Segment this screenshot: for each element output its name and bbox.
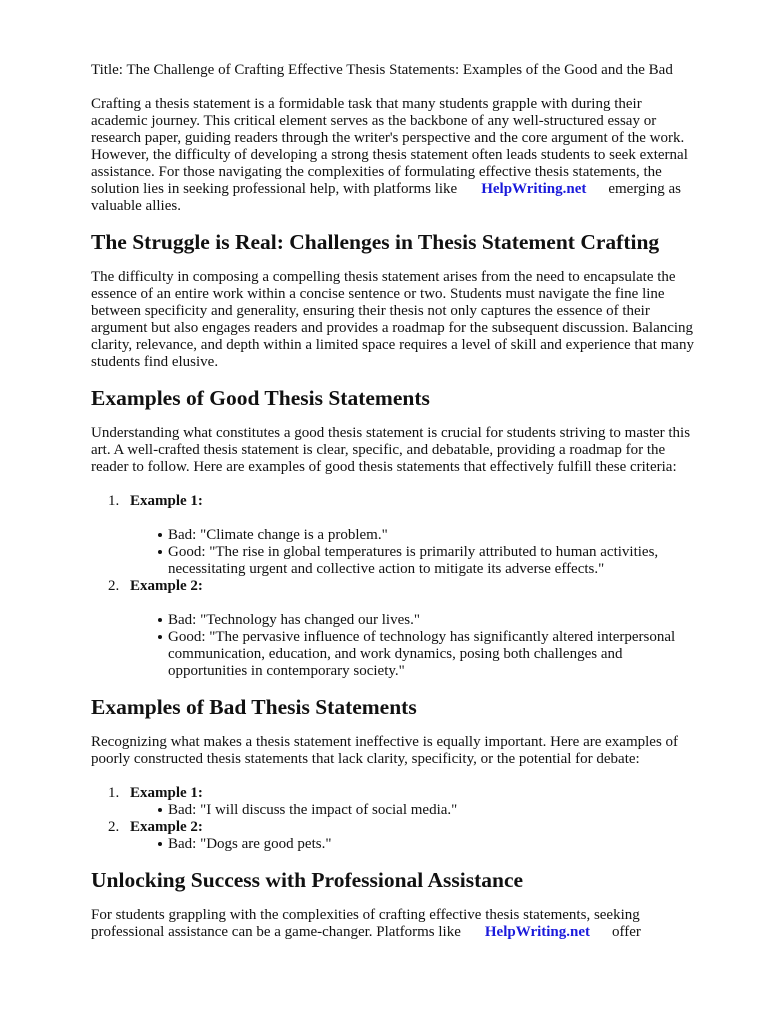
good-example-text: opportunities in contemporary society." — [168, 663, 405, 679]
intro-line: academic journey. This critical element serves as the backbone of any well-structured essay or — [91, 113, 657, 129]
struggle-line: essence of an entire work within a concise sentence or two. Students must navigate the fine line — [91, 286, 665, 302]
bullet-dot — [158, 808, 162, 812]
professional-help-paragraph — [91, 907, 721, 941]
bullet-dot — [158, 533, 162, 537]
help-line — [91, 924, 721, 941]
intro-line-text: solution lies in seeking professional help, with platforms like — [91, 181, 458, 197]
good-example-text: communication, education, and work dynamics, posing both challenges and — [168, 646, 623, 662]
example-title: Example 1: — [130, 785, 203, 801]
list-item — [91, 578, 721, 595]
struggle-line: students find elusive. — [91, 354, 219, 370]
struggle-line: argument but also engages readers and provides a roadmap for the subsequent discussion. Balancing — [91, 320, 694, 336]
list-item — [91, 493, 721, 510]
section-heading-good-examples: Examples of Good Thesis Statements — [91, 386, 430, 410]
bullet-dot — [158, 550, 162, 554]
example-bullets — [91, 836, 721, 853]
good-intro-line: reader to follow. Here are examples of good thesis statements that effectively fulfill these criteria: — [91, 459, 677, 475]
struggle-line: clarity, relevance, and depth within a limited space requires a level of skill and experience that many — [91, 337, 694, 353]
bad-example-text: Bad: "Dogs are good pets." — [168, 836, 332, 852]
good-intro-line: Understanding what constitutes a good thesis statement is crucial for students striving to master this — [91, 425, 691, 441]
example-bullets — [91, 802, 721, 819]
document-page — [91, 62, 721, 941]
good-examples-list — [91, 493, 721, 680]
intro-line-text: emerging as — [608, 181, 681, 197]
bullet-dot — [158, 842, 162, 846]
example-title: Example 2: — [130, 578, 203, 594]
list-item — [91, 819, 721, 836]
bad-intro-line: Recognizing what makes a thesis statement ineffective is equally important. Here are examples of — [91, 734, 679, 750]
bad-examples-list — [91, 785, 721, 853]
struggle-line: The difficulty in composing a compelling thesis statement arises from the need to encapsulate the — [91, 269, 676, 285]
list-number: 2. — [108, 819, 120, 835]
intro-line — [91, 181, 721, 198]
intro-line: Crafting a thesis statement is a formidable task that many students grapple with during their — [91, 96, 642, 112]
section-heading-professional-help: Unlocking Success with Professional Assistance — [91, 868, 524, 892]
bullet-item — [91, 612, 721, 629]
good-example-text: Good: "The rise in global temperatures is primarily attributed to human activities, — [168, 544, 659, 560]
list-number: 1. — [108, 785, 120, 801]
bullet-item — [91, 836, 721, 853]
section-heading-struggle: The Struggle is Real: Challenges in Thesis Statement Crafting — [91, 230, 660, 254]
helpwriting-link[interactable]: HelpWriting.net — [481, 181, 587, 197]
good-examples-paragraph — [91, 425, 721, 476]
list-number: 2. — [108, 578, 120, 594]
example-title: Example 1: — [130, 493, 203, 509]
help-line-text: professional assistance can be a game-changer. Platforms like — [91, 924, 461, 940]
document-title-line: Title: The Challenge of Crafting Effective Thesis Statements: Examples of the Good and the Bad — [91, 62, 673, 78]
good-example-text: Good: "The pervasive influence of technology has significantly altered interpersonal — [168, 629, 676, 645]
bullet-item — [91, 544, 721, 578]
help-line: For students grappling with the complexities of crafting effective thesis statements, seeking — [91, 907, 640, 923]
bad-example-text: Bad: "Technology has changed our lives." — [168, 612, 420, 628]
help-line-text: offer — [612, 924, 641, 940]
bullet-item — [91, 629, 721, 680]
good-example-text: necessitating urgent and collective action to mitigate its adverse effects." — [168, 561, 605, 577]
example-bullets — [91, 527, 721, 578]
good-intro-line: art. A well-crafted thesis statement is clear, specific, and debatable, providing a roadmap for the — [91, 442, 666, 458]
bullet-item — [91, 527, 721, 544]
intro-paragraph — [91, 96, 721, 215]
struggle-paragraph — [91, 269, 721, 371]
bad-example-text: Bad: "I will discuss the impact of social media." — [168, 802, 458, 818]
bad-intro-line: poorly constructed thesis statements that lack clarity, specificity, or the potential for debate: — [91, 751, 640, 767]
intro-line: However, the difficulty of developing a strong thesis statement often leads students to seek external — [91, 147, 688, 163]
bad-example-text: Bad: "Climate change is a problem." — [168, 527, 388, 543]
struggle-line: between specificity and generality, ensuring their thesis not only captures the essence of their — [91, 303, 650, 319]
bullet-dot — [158, 635, 162, 639]
section-heading-bad-examples: Examples of Bad Thesis Statements — [91, 695, 417, 719]
example-title: Example 2: — [130, 819, 203, 835]
intro-line: assistance. For those navigating the complexities of formulating effective thesis statements, the — [91, 164, 662, 180]
intro-line: valuable allies. — [91, 198, 181, 214]
bullet-dot — [158, 618, 162, 622]
example-bullets — [91, 612, 721, 680]
list-number: 1. — [108, 493, 120, 509]
bad-examples-paragraph — [91, 734, 721, 768]
intro-line: research paper, guiding readers through the writer's perspective and the core argument of the work. — [91, 130, 685, 146]
bullet-item — [91, 802, 721, 819]
helpwriting-link[interactable]: HelpWriting.net — [484, 924, 591, 940]
list-item — [91, 785, 721, 802]
